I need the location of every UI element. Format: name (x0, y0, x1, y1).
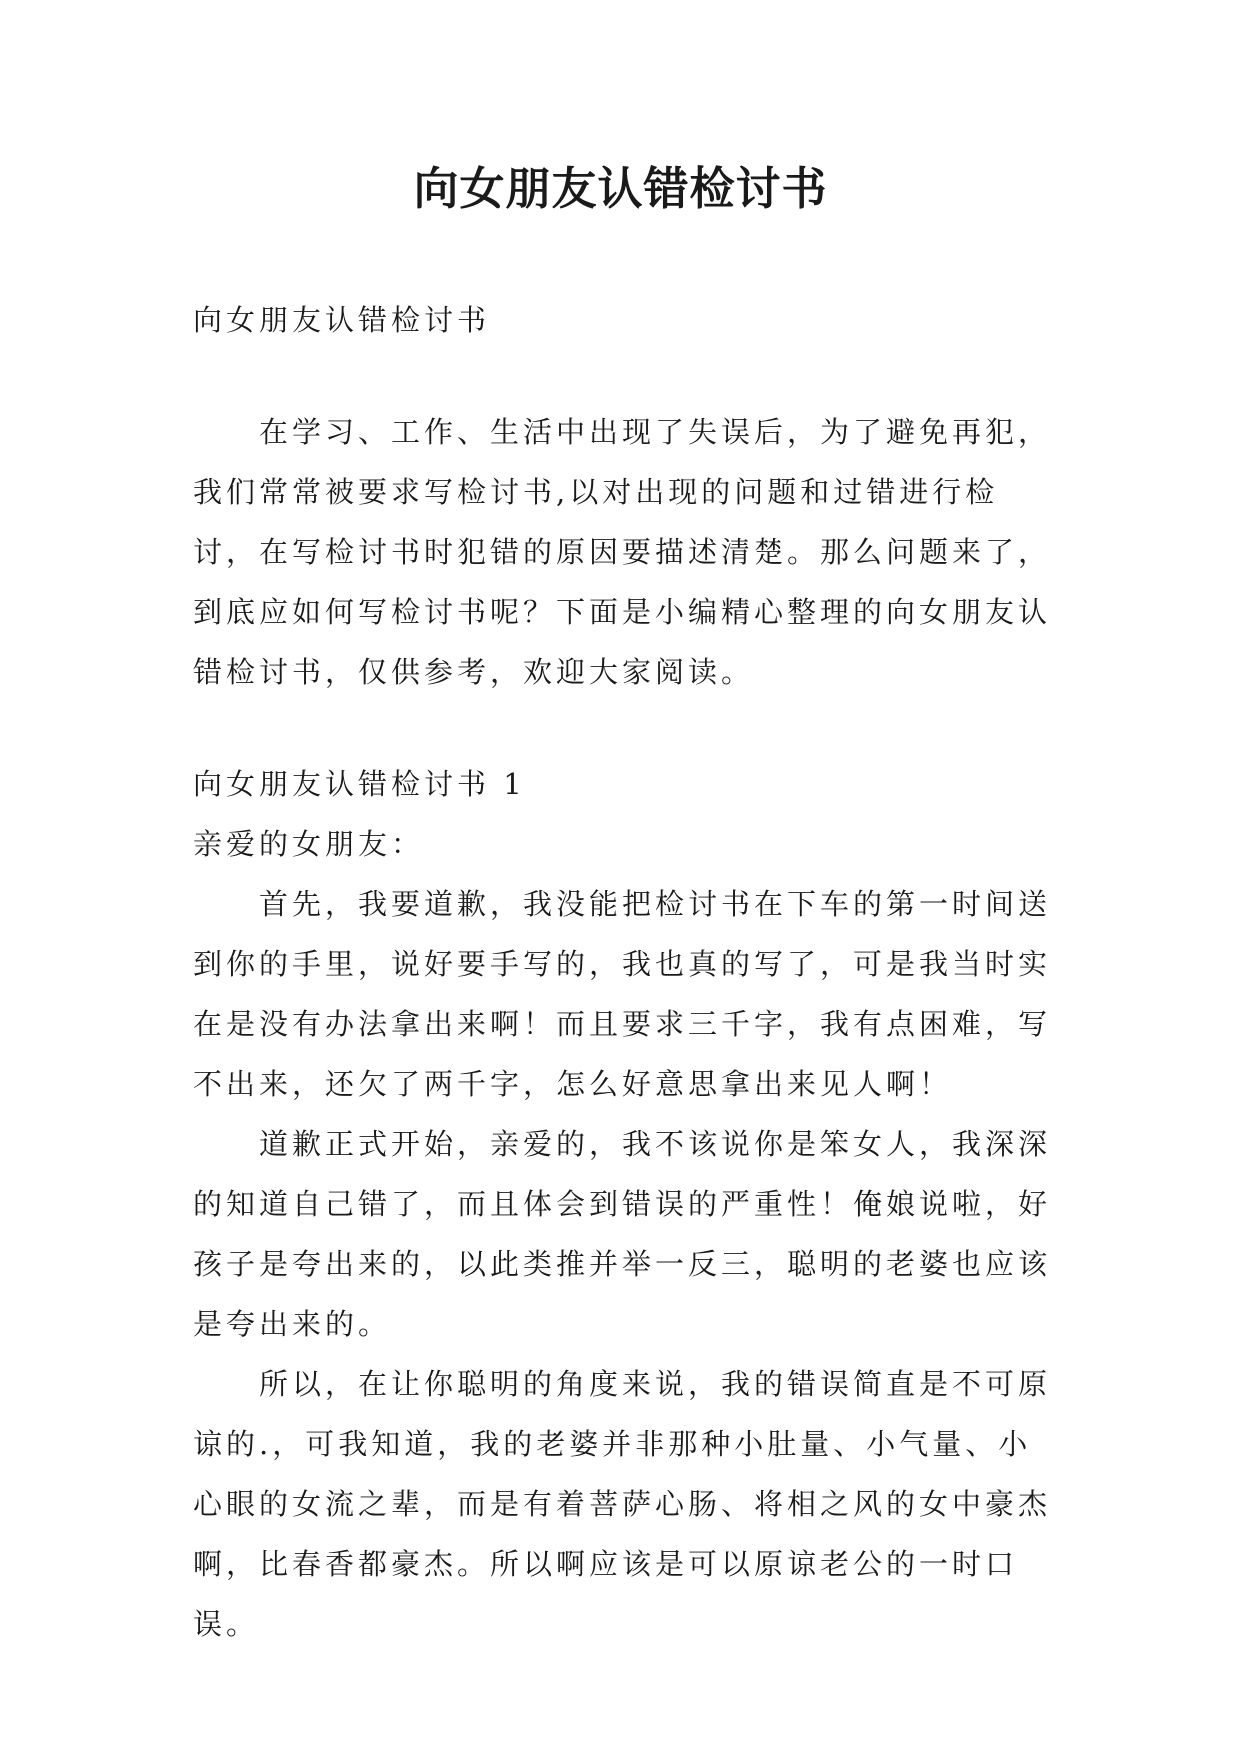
body-paragraph: 所以，在让你聪明的角度来说，我的错误简直是不可原谅的.，可我知道，我的老婆并非那种小肚量、小气量、小心眼的女流之辈，而是有着菩萨心肠、将相之风的女中豪杰啊，比春香都豪杰。所以啊应该是可以原谅老公的一时口误。 (193, 1367, 1052, 1641)
salutation: 亲爱的女朋友： (193, 827, 425, 861)
document-subtitle: 向女朋友认错检讨书 (193, 303, 491, 337)
section-heading: 向女朋友认错检讨书 1 (193, 767, 526, 801)
body-paragraph: 道歉正式开始，亲爱的，我不该说你是笨女人，我深深的知道自己错了，而且体会到错误的严重性！俺娘说啦，好孩子是夸出来的，以此类推并举一反三，聪明的老婆也应该是夸出来的。 (193, 1127, 1052, 1341)
document-body (193, 290, 1053, 1654)
intro-paragraph: 在学习、工作、生活中出现了失误后，为了避免再犯，我们常常被要求写检讨书,以对出现的问题和过错进行检讨，在写检讨书时犯错的原因要描述清楚。那么问题来了，到底应如何写检讨书呢？下面是小编精心整理的向女朋友认错检讨书，仅供参考，欢迎大家阅读。 (193, 415, 1052, 689)
document-title: 向女朋友认错检讨书 (413, 162, 828, 215)
body-paragraph: 首先，我要道歉，我没能把检讨书在下车的第一时间送到你的手里，说好要手写的，我也真的写了，可是我当时实在是没有办法拿出来啊！而且要求三千字，我有点困难，写不出来，还欠了两千字，怎么好意思拿出来见人啊！ (193, 887, 1052, 1101)
